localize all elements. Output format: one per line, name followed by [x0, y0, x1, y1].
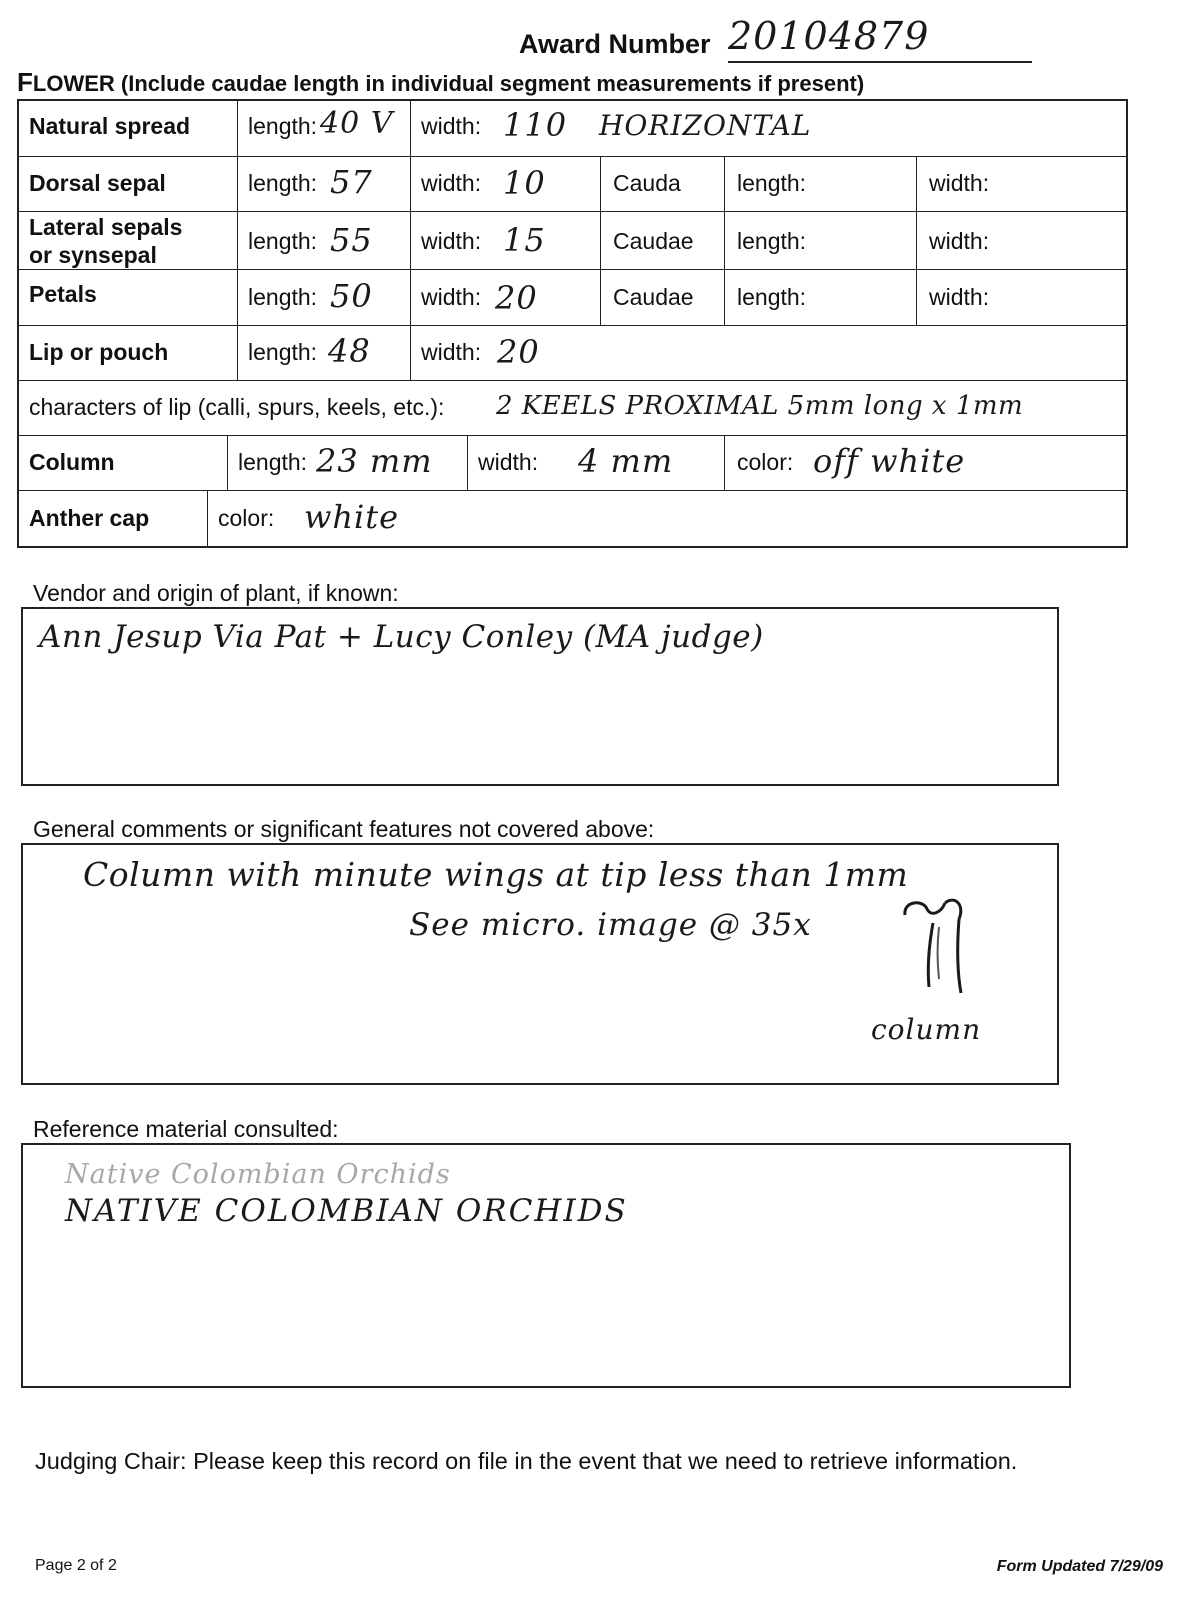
dorsal-sepal-length-cell	[237, 157, 410, 212]
lateral-sepals-length-label: length:	[248, 228, 318, 254]
column-width-value: 4 mm	[578, 442, 674, 480]
lip-characters-cell	[19, 381, 1126, 436]
column-length-cell	[227, 436, 467, 491]
column-label: Column	[29, 449, 115, 475]
vendor-value: Ann Jesup Via Pat + Lucy Conley (MA judge)	[39, 619, 764, 655]
page-number: Page 2 of 2	[35, 1557, 117, 1574]
dorsal-sepal-cauda-label: Cauda	[613, 170, 681, 196]
lip-length-value: 48	[328, 332, 371, 370]
form-updated-date: Form Updated 7/29/09	[996, 1558, 1163, 1575]
comments-line2: See micro. image @ 35x	[409, 907, 812, 943]
lateral-sepals-length-cell	[237, 212, 410, 270]
anther-cap-label-cell	[19, 491, 207, 547]
row-anther-cap	[19, 490, 1126, 547]
column-width-label: width:	[478, 449, 539, 475]
petals-label-cell	[19, 270, 237, 326]
petals-width-value: 20	[495, 279, 538, 317]
natural-spread-width-cell	[410, 101, 1126, 156]
lip-width-label: width:	[421, 339, 482, 365]
reference-line: NATIVE COLOMBIAN ORCHIDS	[65, 1193, 628, 1229]
anther-cap-color-value: white	[304, 498, 400, 536]
dorsal-sepal-cauda-cell	[600, 157, 724, 212]
flower-heading	[17, 67, 864, 98]
flower-heading-initial: F	[17, 67, 33, 97]
lateral-sepals-length-value: 55	[330, 221, 373, 259]
petals-caudae-width-label: width:	[929, 284, 990, 310]
column-length-label: length:	[238, 449, 308, 475]
reference-label: Reference material consulted:	[33, 1116, 339, 1142]
row-lateral-sepals	[19, 211, 1126, 270]
column-color-cell	[724, 436, 1126, 491]
lateral-sepals-caudae-length-cell	[724, 212, 916, 270]
dorsal-sepal-width-value: 10	[503, 164, 546, 202]
lateral-sepals-label-cell	[19, 212, 237, 270]
anther-cap-color-cell	[207, 491, 1126, 547]
petals-length-cell	[237, 270, 410, 326]
petals-width-cell	[410, 270, 600, 326]
row-lip-or-pouch	[19, 325, 1126, 381]
lip-width-cell	[410, 326, 1126, 381]
lateral-sepals-caudae-width-cell	[916, 212, 1126, 270]
dorsal-sepal-width-label: width:	[421, 170, 482, 196]
lateral-sepals-width-value: 15	[503, 221, 546, 259]
petals-label: Petals	[29, 281, 97, 307]
petals-caudae-length-label: length:	[737, 284, 807, 310]
natural-spread-length-label: length:	[248, 113, 318, 139]
natural-spread-length-cell	[237, 101, 410, 156]
dorsal-sepal-length-value: 57	[330, 163, 373, 201]
dorsal-sepal-length-label: length:	[248, 170, 318, 196]
dorsal-sepal-label: Dorsal sepal	[29, 170, 166, 196]
lateral-sepals-caudae-length-label: length:	[737, 228, 807, 254]
natural-spread-length-value: 40 V	[320, 106, 394, 141]
petals-length-value: 50	[330, 277, 373, 315]
lateral-sepals-label-line2: or synsepal	[29, 242, 157, 268]
column-length-value: 23 mm	[316, 442, 433, 480]
column-sketch-icon	[885, 895, 995, 1025]
row-dorsal-sepal	[19, 156, 1126, 212]
column-color-value: off white	[813, 442, 966, 480]
lip-width-value: 20	[497, 333, 540, 371]
column-width-cell	[467, 436, 724, 491]
natural-spread-label: Natural spread	[29, 113, 191, 139]
natural-spread-width-value: 110	[503, 106, 568, 144]
lip-characters-value: 2 KEELS PROXIMAL 5mm long x 1mm	[496, 391, 1024, 421]
lip-label-cell	[19, 326, 237, 381]
lateral-sepals-caudae-label: Caudae	[613, 228, 694, 254]
row-column	[19, 435, 1126, 491]
lip-characters-label: characters of lip (calli, spurs, keels, etc.):	[29, 394, 445, 420]
comments-line1: Column with minute wings at tip less than 1mm	[83, 855, 909, 894]
lateral-sepals-width-cell	[410, 212, 600, 270]
lip-length-label: length:	[248, 339, 318, 365]
petals-caudae-label: Caudae	[613, 284, 694, 310]
natural-spread-label-cell	[19, 101, 237, 156]
lip-length-cell	[237, 326, 410, 381]
row-lip-characters	[19, 380, 1126, 436]
natural-spread-width-label: width:	[421, 113, 482, 139]
award-number-label: Award Number	[519, 29, 711, 59]
comments-box	[21, 843, 1059, 1085]
dorsal-sepal-cauda-width-label: width:	[929, 170, 990, 196]
column-label-cell	[19, 436, 227, 491]
lip-label: Lip or pouch	[29, 339, 169, 365]
row-petals	[19, 269, 1126, 326]
row-natural-spread	[19, 101, 1126, 156]
comments-label: General comments or significant features not covered above:	[33, 816, 655, 842]
anther-cap-label: Anther cap	[29, 505, 150, 531]
column-color-label: color:	[737, 449, 794, 475]
sketch-caption: column	[871, 1013, 982, 1046]
natural-spread-note: HORIZONTAL	[599, 109, 812, 142]
award-number-underline	[728, 61, 1032, 63]
vendor-box	[21, 607, 1059, 786]
petals-width-label: width:	[421, 284, 482, 310]
dorsal-sepal-cauda-width-cell	[916, 157, 1126, 212]
judging-chair-note: Judging Chair: Please keep this record on file in the event that we need to retrieve information.	[35, 1448, 1018, 1474]
petals-caudae-cell	[600, 270, 724, 326]
lateral-sepals-label-line1: Lateral sepals	[29, 214, 183, 240]
dorsal-sepal-width-cell	[410, 157, 600, 212]
petals-length-label: length:	[248, 284, 318, 310]
lateral-sepals-caudae-width-label: width:	[929, 228, 990, 254]
reference-faint-line: Native Colombian Orchids	[65, 1159, 451, 1190]
award-number-value: 20104879	[728, 14, 930, 58]
lateral-sepals-width-label: width:	[421, 228, 482, 254]
petals-caudae-length-cell	[724, 270, 916, 326]
flower-measurements-table	[17, 99, 1128, 548]
flower-heading-text: LOWER (Include caudae length in individual segment measurements if present)	[32, 71, 865, 96]
reference-box	[21, 1143, 1071, 1388]
lateral-sepals-caudae-cell	[600, 212, 724, 270]
dorsal-sepal-cauda-length-label: length:	[737, 170, 807, 196]
petals-caudae-width-cell	[916, 270, 1126, 326]
vendor-label: Vendor and origin of plant, if known:	[33, 580, 399, 606]
anther-cap-color-label: color:	[218, 505, 275, 531]
dorsal-sepal-label-cell	[19, 157, 237, 212]
dorsal-sepal-cauda-length-cell	[724, 157, 916, 212]
